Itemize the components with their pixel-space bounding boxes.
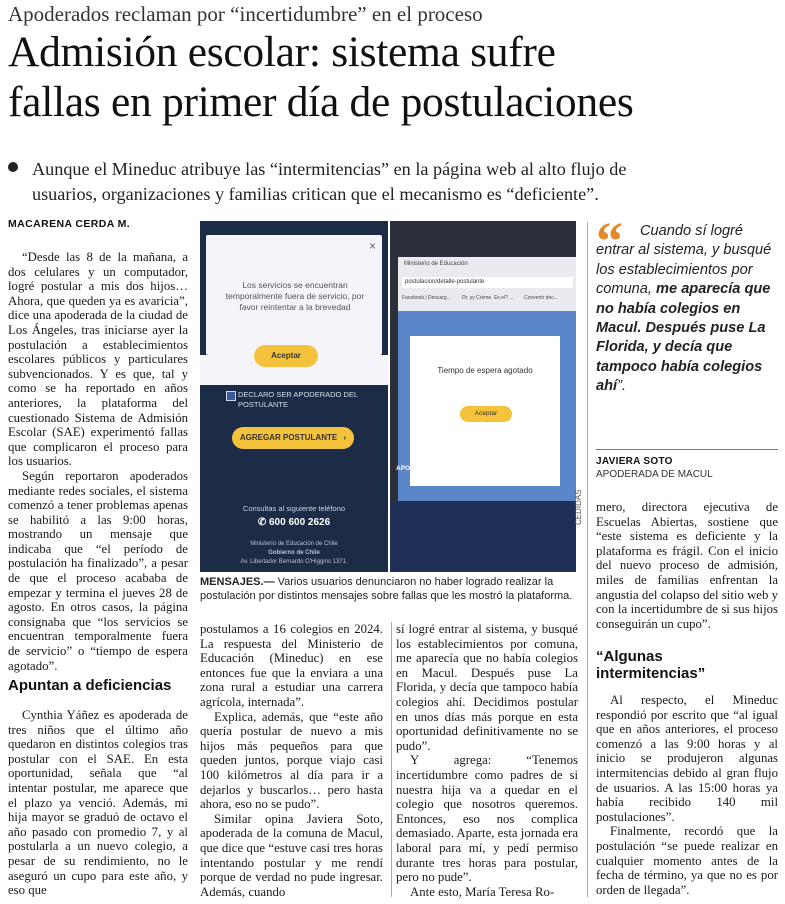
deck: [32, 157, 777, 207]
bookmark-2[interactable]: Dr. yy Crème. Es el? ...: [462, 295, 514, 301]
phone-number: ✆ 600 600 2626: [257, 517, 331, 528]
col3-paragraph-3: Ante esto, María Teresa Ro-: [410, 884, 555, 899]
col2-paragraph-2: Explica, además, que “este año quería postular de nuevo a mis hijos más pequeños para que queden juntos, porque viajo casi 100 kilómetros al día para ir a dejarlos y buscarlos… pero hasta ahora, eso no se pudo”.: [200, 709, 383, 812]
subhead-intermitencias: “Algunas intermitencias”: [596, 648, 706, 682]
timeout-message: Tiempo de espera agotado: [437, 366, 533, 375]
col2-paragraph-1: postulamos a 16 colegios en 2024. La respuesta del Ministerio de Educación (Mineduc) en ese entonces fue que la enviara a una zona rural a estudiar una carrera agrícola, internada”.: [200, 622, 383, 709]
caption-label: MENSAJES.—: [200, 576, 275, 588]
col4-paragraph-2: Al respecto, el Mineduc respondió por escrito que “al igual que en años anteriores, el proceso comenzó a las 9:00 horas y al inicio se produjeron algunas intermitencias debido al gran flujo de usuarios. A las 15:00 horas ya había recibido 140 mil postulaciones”.: [596, 693, 778, 824]
quote-attribution-role: APODERADA DE MACUL: [596, 469, 713, 480]
quote-mark-icon: “: [596, 211, 623, 271]
col2-paragraph-3: Similar opina Javiera Soto, apoderada de la comuna de Macul, que dice que “estuve casi tres horas intentando postular y me rendí porque de verdad no pude ingresar. Además, cuando: [200, 811, 383, 899]
byline: MACARENA CERDA M.: [8, 218, 131, 230]
chevron-right-icon: ›: [343, 433, 347, 442]
address-bar[interactable]: postulacion/detalle-postulante: [402, 277, 573, 288]
checkbox-icon[interactable]: [226, 391, 236, 401]
column-4-cont: [596, 693, 778, 897]
col1-paragraph-3: Cynthia Yáñez es apoderada de tres niños que el último año quedaron en distintos colegios tras postular con el SAE. En esta oportunidad, señala que “al intentar postular, me aparece que el plazo ya venció. Además, mi hija mayor se graduó de octavo el año pasado con promedio 7, y al postularla a un nuevo colegio, a pesar de su rendimiento, no le aseguró un cupo para este año, y eso que: [8, 708, 188, 898]
headline-line-1: Admisión escolar: sistema sufre: [8, 28, 556, 76]
quote-bold: me aparecía que no había colegios en Macul. Después puse La Florida, y decía que tampoco había colegios ahí: [596, 281, 771, 395]
subhead-deficiencias: Apuntan a deficiencias: [8, 677, 172, 694]
photo-phone-screenshot: [200, 221, 388, 572]
timeout-dialog: [410, 336, 560, 486]
column-2: [200, 622, 383, 899]
address-label: Av. Libertador Bernardo O'Higgins 1371.: [240, 559, 348, 565]
headline: [8, 27, 633, 127]
col4-paragraph-3: Finalmente, recordó que la postulación “se puede realizar en cualquier momento antes de la fecha de término, ya que no es por orden de llegada”.: [596, 824, 778, 897]
add-postulante-button[interactable]: [232, 427, 354, 449]
photo-credit: CEDIDAS: [574, 489, 583, 525]
column-3: [396, 622, 578, 899]
col4-paragraph-1: mero, directora ejecutiva de Escuelas Abiertas, sostiene que “este sistema es deficiente y la plataforma es frágil. Con el inicio del nuevo proceso de admisión, miles de familias enfrentan la angustia del colapso del sitio web y con la incertidumbre de si sus hijos conseguirán un cupo”.: [596, 500, 778, 631]
col3-paragraph-1: sí logré entrar al sistema, y busqué los establecimientos por comuna, me aparecía que no había colegios en Macul. Después puse La Florida, y decía que tampoco había colegios ahí. Decidimos postular en unos días más porque en esta oportunidad definitivamente no se pudo”.: [396, 622, 578, 753]
browser-tab[interactable]: Ministerio de Educación: [404, 261, 468, 267]
add-postulante-label: AGREGAR POSTULANTE: [239, 433, 338, 442]
accept-button[interactable]: Aceptar: [254, 345, 318, 367]
deck-bullet: [8, 162, 18, 172]
deck-line-2: usuarios, organizaciones y familias critican que el mecanismo es “deficiente”.: [32, 184, 599, 204]
government-label: Gobierno de Chile: [268, 550, 320, 556]
error-dialog: [206, 235, 382, 355]
col1-paragraph-1: “Desde las 8 de la mañana, a dos celulares y un computador, logré postular a mis dos hijos… Ahora, que queden ya es avaricia”, dice una apoderada de la ciudad de Los Ángeles, tras iniciarse ayer la postulación a establecimientos escolares públicos y particulares subvencionados. Y es que, tal y como se ha reportado en años anteriores, la plataforma del cuestionado Sistema de Admisión Escolar (SAE) experimentó fallas que complicaron el proceso para los usuarios.: [8, 250, 188, 469]
col3-paragraph-2: Y agrega: “Tenemos incertidumbre como padres de si nuestra hija va a quedar en el colegio que nosotros queremos. Entonces, eso nos complica demasiado. Aparte, esta jornada era laboral para mí, y pedí permiso durante tres horas para postular, pero no pude”.: [396, 753, 578, 885]
bookmark-3[interactable]: Convertir doc...: [524, 295, 558, 301]
headline-line-2: fallas en primer día de postulaciones: [8, 78, 634, 126]
quote-lead: Cuando sí logré entrar al sistema, y busqué los establecimientos por comuna,: [596, 223, 772, 298]
ministry-label: Ministerio de Educación de Chile: [250, 541, 338, 547]
dialog-message: Los servicios se encuentran temporalmente fuera de servicio, por favor reintentar a la brevedad: [225, 280, 365, 312]
column-1: [8, 250, 188, 673]
photo-caption: [200, 576, 580, 603]
column-4: [596, 500, 778, 631]
checkbox-label: DECLARO SER APODERADO DEL POSTULANTE: [238, 390, 358, 409]
bookmark-1[interactable]: Facebook | Descarg...: [402, 295, 451, 301]
quote-attribution-name: JAVIERA SOTO: [596, 456, 673, 467]
col1-paragraph-2: Según reportaron apoderados mediante redes sociales, el sistema comenzó a tener problemas apenas se habilitó a las 9:00 horas, mostrando un mensaje que indicaba que “el período de postulación ha finalizado”, a pesar de que el proceso acababa de empezar y termina el jueves 28 de agosto. En otros casos, la página consignaba que “los servicios se encuentran temporalmente fuera de servicio” o “tiempo de espera agotado”.: [8, 468, 188, 673]
photo-laptop-screenshot: [390, 221, 576, 572]
column-1-cont: [8, 708, 188, 898]
kicker: Apoderados reclaman por “incertidumbre” en el proceso: [8, 2, 483, 26]
caption-text: Varios usuarios denunciaron no haber logrado realizar la postulación por distintos mensajes sobre fallas que les mostró la plataforma.: [200, 576, 573, 602]
phone-icon: ✆: [257, 517, 269, 528]
quote-divider: [596, 449, 778, 450]
close-icon: ×: [368, 239, 376, 253]
timeout-accept-button[interactable]: Aceptar: [460, 406, 512, 422]
phone-label: Consultas al siguiente teléfono: [242, 504, 346, 513]
apoderado-label: APODERADO DEL POSTULANTE: [396, 465, 499, 472]
pull-quote: “ Cuando sí logré entrar al sistema, y busqué los establecimientos por comuna, me aparecía que no había colegios en Macul. Después puse La Florida, y decía que tampoco había colegios ahí”.: [596, 211, 772, 395]
deck-line-1: Aunque el Mineduc atribuye las “intermitencias” en la página web al alto flujo de: [32, 159, 627, 179]
